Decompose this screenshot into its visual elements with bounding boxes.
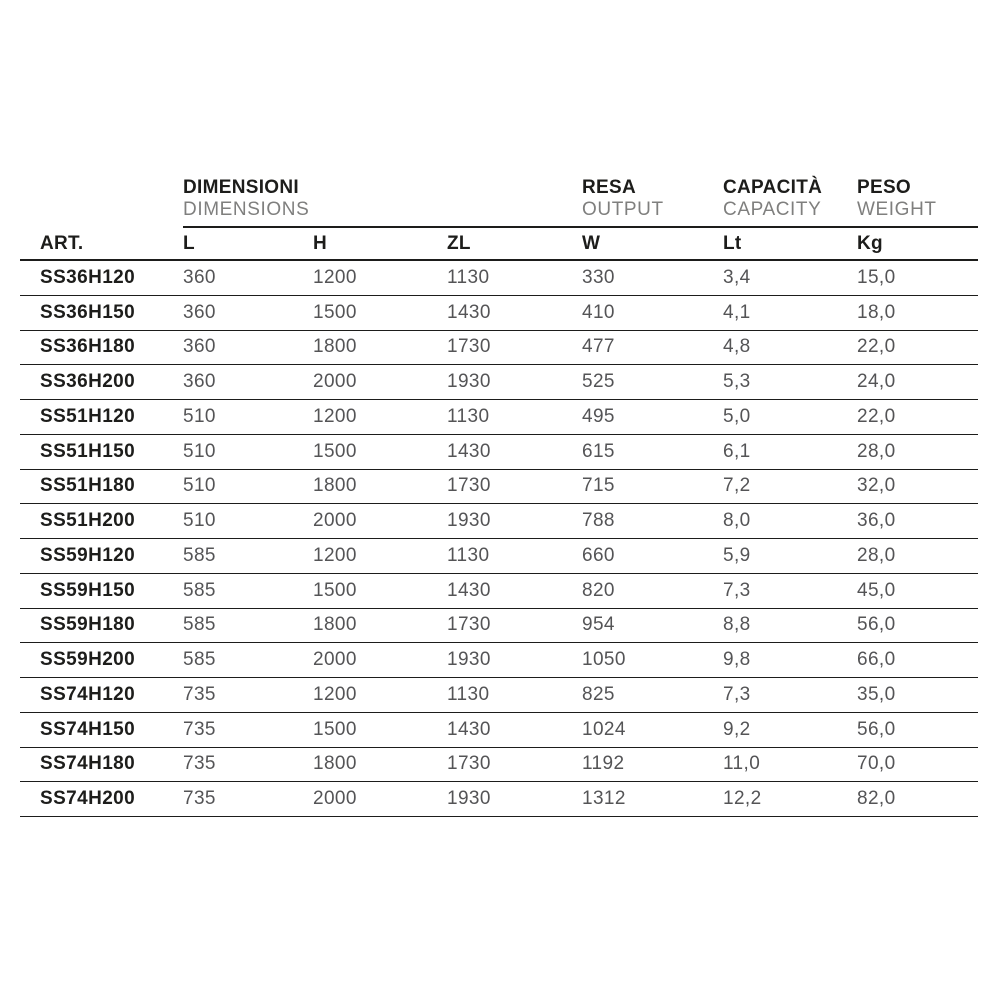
value-lt: 4,1: [723, 296, 857, 331]
value-kg: 32,0: [857, 470, 978, 505]
value-zl: 1130: [447, 678, 582, 713]
value-h: 1200: [313, 261, 447, 296]
value-w: 788: [582, 504, 723, 539]
value-l: 510: [183, 435, 313, 470]
group-weight-sublabel: WEIGHT: [857, 199, 937, 220]
value-h: 1800: [313, 748, 447, 783]
value-l: 585: [183, 539, 313, 574]
value-zl: 1730: [447, 470, 582, 505]
value-w: 715: [582, 470, 723, 505]
value-kg: 24,0: [857, 365, 978, 400]
table-row: [20, 470, 978, 505]
column-header-row: [20, 228, 978, 261]
table-row: [20, 782, 978, 817]
value-w: 954: [582, 609, 723, 644]
table-row: [20, 713, 978, 748]
value-lt: 9,8: [723, 643, 857, 678]
value-kg: 22,0: [857, 331, 978, 366]
value-lt: 5,0: [723, 400, 857, 435]
table-body: [20, 261, 978, 817]
value-lt: 9,2: [723, 713, 857, 748]
table-row: [20, 748, 978, 783]
value-zl: 1430: [447, 713, 582, 748]
value-kg: 15,0: [857, 261, 978, 296]
article-code: SS51H200: [20, 504, 183, 539]
value-w: 660: [582, 539, 723, 574]
value-w: 1024: [582, 713, 723, 748]
value-zl: 1130: [447, 539, 582, 574]
value-l: 360: [183, 261, 313, 296]
value-kg: 56,0: [857, 609, 978, 644]
article-code: SS59H200: [20, 643, 183, 678]
table-row: [20, 643, 978, 678]
value-zl: 1730: [447, 609, 582, 644]
value-w: 1192: [582, 748, 723, 783]
value-kg: 45,0: [857, 574, 978, 609]
value-zl: 1730: [447, 748, 582, 783]
value-w: 477: [582, 331, 723, 366]
group-header-spacer: [20, 176, 183, 228]
table-row: [20, 296, 978, 331]
article-code: SS74H120: [20, 678, 183, 713]
value-zl: 1130: [447, 400, 582, 435]
table-row: [20, 574, 978, 609]
value-l: 735: [183, 713, 313, 748]
group-capacity-sublabel: CAPACITY: [723, 199, 822, 220]
group-output-sublabel: OUTPUT: [582, 199, 664, 220]
value-lt: 5,9: [723, 539, 857, 574]
column-header-lt: Lt: [723, 228, 857, 261]
value-h: 2000: [313, 782, 447, 817]
value-lt: 12,2: [723, 782, 857, 817]
value-h: 1200: [313, 400, 447, 435]
article-code: SS36H150: [20, 296, 183, 331]
group-output-label: RESA: [582, 177, 636, 198]
value-l: 735: [183, 678, 313, 713]
value-lt: 8,0: [723, 504, 857, 539]
article-code: SS51H120: [20, 400, 183, 435]
value-l: 510: [183, 400, 313, 435]
value-zl: 1930: [447, 365, 582, 400]
article-code: SS74H200: [20, 782, 183, 817]
group-output: [582, 176, 723, 228]
value-lt: 7,2: [723, 470, 857, 505]
group-weight: [857, 176, 978, 228]
value-kg: 28,0: [857, 539, 978, 574]
value-zl: 1930: [447, 643, 582, 678]
table-row: [20, 539, 978, 574]
table-row: [20, 331, 978, 366]
value-w: 825: [582, 678, 723, 713]
column-header-zl: ZL: [447, 228, 582, 261]
value-kg: 82,0: [857, 782, 978, 817]
group-header-row: [20, 176, 978, 228]
value-h: 1800: [313, 331, 447, 366]
value-zl: 1730: [447, 331, 582, 366]
value-h: 2000: [313, 365, 447, 400]
table-row: [20, 365, 978, 400]
value-l: 585: [183, 643, 313, 678]
article-code: SS36H180: [20, 331, 183, 366]
article-code: SS51H180: [20, 470, 183, 505]
spec-table: [20, 176, 978, 817]
column-header-kg: Kg: [857, 228, 978, 261]
value-h: 1500: [313, 296, 447, 331]
value-lt: 5,3: [723, 365, 857, 400]
value-lt: 4,8: [723, 331, 857, 366]
table-row: [20, 609, 978, 644]
article-code: SS59H120: [20, 539, 183, 574]
column-header-w: W: [582, 228, 723, 261]
value-lt: 7,3: [723, 574, 857, 609]
value-kg: 35,0: [857, 678, 978, 713]
value-l: 360: [183, 296, 313, 331]
value-w: 330: [582, 261, 723, 296]
value-w: 820: [582, 574, 723, 609]
value-lt: 8,8: [723, 609, 857, 644]
value-l: 360: [183, 365, 313, 400]
value-l: 360: [183, 331, 313, 366]
value-h: 2000: [313, 504, 447, 539]
table-row: [20, 400, 978, 435]
group-weight-label: PESO: [857, 177, 911, 198]
column-header-h: H: [313, 228, 447, 261]
value-zl: 1930: [447, 782, 582, 817]
table-row: [20, 678, 978, 713]
group-capacity: [723, 176, 857, 228]
value-kg: 56,0: [857, 713, 978, 748]
article-code: SS74H180: [20, 748, 183, 783]
article-code: SS36H120: [20, 261, 183, 296]
value-l: 510: [183, 470, 313, 505]
table-row: [20, 261, 978, 296]
value-h: 1500: [313, 574, 447, 609]
value-h: 1500: [313, 435, 447, 470]
value-w: 495: [582, 400, 723, 435]
value-h: 1800: [313, 470, 447, 505]
value-l: 585: [183, 609, 313, 644]
value-h: 2000: [313, 643, 447, 678]
value-l: 735: [183, 748, 313, 783]
group-dimensions-label: DIMENSIONI: [183, 177, 299, 198]
value-lt: 7,3: [723, 678, 857, 713]
value-kg: 66,0: [857, 643, 978, 678]
value-h: 1200: [313, 678, 447, 713]
value-kg: 22,0: [857, 400, 978, 435]
table-row: [20, 504, 978, 539]
article-code: SS36H200: [20, 365, 183, 400]
value-lt: 6,1: [723, 435, 857, 470]
article-code: SS74H150: [20, 713, 183, 748]
value-l: 585: [183, 574, 313, 609]
group-dimensions: [183, 176, 582, 228]
value-l: 735: [183, 782, 313, 817]
value-h: 1500: [313, 713, 447, 748]
column-header-l: L: [183, 228, 313, 261]
value-kg: 70,0: [857, 748, 978, 783]
value-kg: 18,0: [857, 296, 978, 331]
value-w: 1050: [582, 643, 723, 678]
value-kg: 28,0: [857, 435, 978, 470]
article-code: SS59H150: [20, 574, 183, 609]
value-h: 1800: [313, 609, 447, 644]
group-capacity-label: CAPACITÀ: [723, 177, 823, 198]
value-zl: 1430: [447, 296, 582, 331]
value-w: 1312: [582, 782, 723, 817]
value-zl: 1930: [447, 504, 582, 539]
article-code: SS51H150: [20, 435, 183, 470]
value-zl: 1430: [447, 435, 582, 470]
column-header-art: ART.: [20, 228, 183, 261]
value-w: 615: [582, 435, 723, 470]
value-h: 1200: [313, 539, 447, 574]
value-kg: 36,0: [857, 504, 978, 539]
value-zl: 1430: [447, 574, 582, 609]
value-lt: 11,0: [723, 748, 857, 783]
article-code: SS59H180: [20, 609, 183, 644]
value-w: 525: [582, 365, 723, 400]
value-zl: 1130: [447, 261, 582, 296]
value-w: 410: [582, 296, 723, 331]
group-dimensions-sublabel: DIMENSIONS: [183, 199, 310, 220]
value-lt: 3,4: [723, 261, 857, 296]
table-row: [20, 435, 978, 470]
value-l: 510: [183, 504, 313, 539]
